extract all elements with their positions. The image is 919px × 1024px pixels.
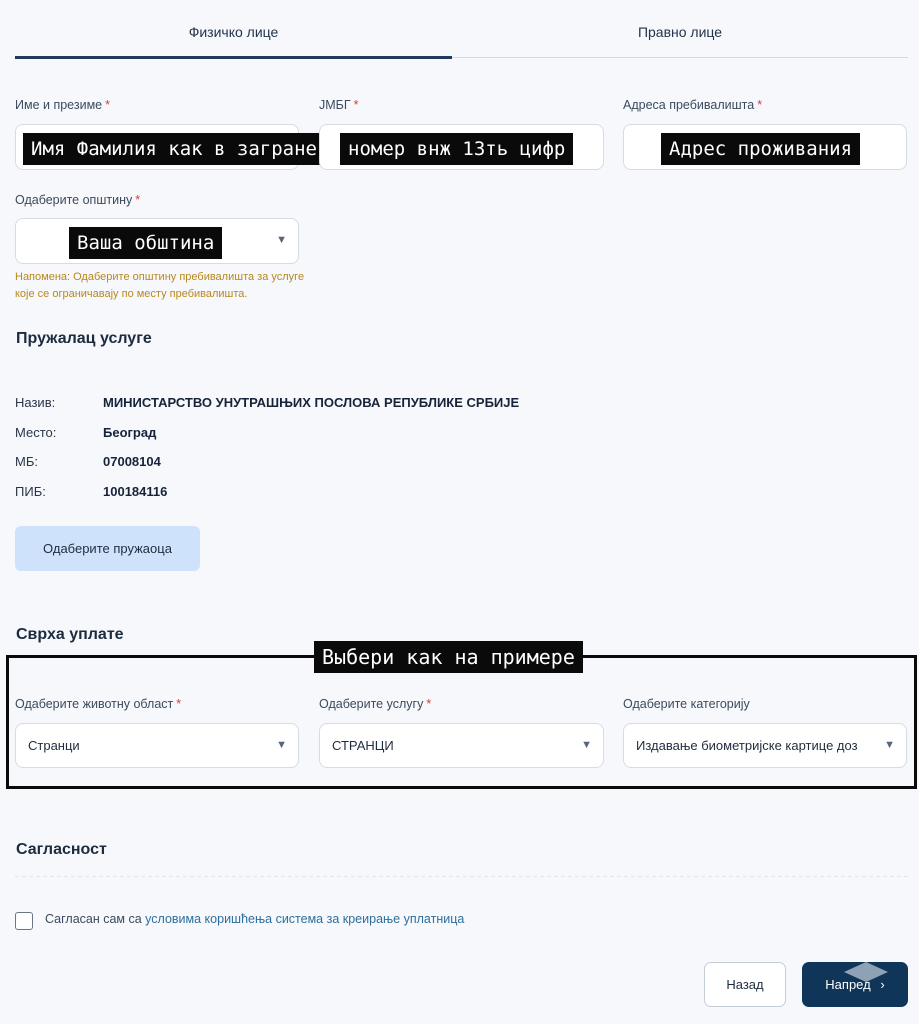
name-annotation: Имя Фамилия как в загране <box>23 133 325 165</box>
address-field[interactable] <box>623 124 907 170</box>
chevron-down-icon: ▼ <box>581 739 592 751</box>
consent-checkbox[interactable] <box>15 912 33 930</box>
provider-title: Пружалац услуге <box>16 330 152 347</box>
consent-title: Сагласност <box>16 841 107 858</box>
choose-provider-button[interactable]: Одаберите пружаоца <box>15 526 200 571</box>
provider-pib-key: ПИБ: <box>15 484 46 499</box>
address-annotation: Адрес проживания <box>661 133 860 165</box>
service-value: СТРАНЦИ <box>332 738 394 753</box>
category-select[interactable] <box>623 723 907 768</box>
service-label: Одаберите услугу * <box>319 697 432 711</box>
area-value: Странци <box>28 738 80 753</box>
area-label: Одаберите животну област * <box>15 697 182 711</box>
municipality-select[interactable] <box>15 218 299 264</box>
name-field[interactable] <box>15 124 317 170</box>
name-label: Име и презиме * <box>15 98 110 112</box>
provider-place-key: Место: <box>15 425 57 440</box>
municipality-label: Одаберите општину * <box>15 193 141 207</box>
municipality-note: Напомена: Одаберите општину пребивалишта за услуге које се ограничавају по месту пребивалишта. <box>15 271 305 300</box>
consent-divider <box>15 876 908 877</box>
chevron-down-icon: ▼ <box>276 739 287 751</box>
purpose-title: Сврха уплате <box>16 626 124 643</box>
active-tab-indicator <box>15 56 452 59</box>
cursor-marker-icon <box>844 962 888 972</box>
next-button-label: Напред <box>825 977 871 992</box>
tab-physical-person[interactable]: Физичко лице <box>188 24 279 40</box>
category-label: Одаберите категорију <box>623 697 750 711</box>
address-label: Адреса пребивалишта * <box>623 98 763 112</box>
category-value: Издавање биометријске картице доз <box>636 738 858 753</box>
back-button[interactable]: Назад <box>704 962 786 1007</box>
terms-link[interactable]: условима коришћења система за креирање уплатница <box>145 912 465 926</box>
provider-name-value: МИНИСТАРСТВО УНУТРАШЊИХ ПОСЛОВА РЕПУБЛИКЕ СРБИЈЕ <box>103 395 520 410</box>
jmbg-label: ЈМБГ * <box>319 98 359 112</box>
provider-name-key: Назив: <box>15 395 56 410</box>
tab-legal-entity[interactable]: Правно лице <box>637 24 723 40</box>
chevron-right-icon: › <box>880 977 885 992</box>
area-select[interactable] <box>15 723 299 768</box>
jmbg-field[interactable] <box>319 124 604 170</box>
provider-mb-key: МБ: <box>15 454 38 469</box>
chevron-down-icon: ▼ <box>884 739 895 751</box>
cursor-marker-icon-lower <box>844 972 888 982</box>
provider-mb-value: 07008104 <box>103 454 161 469</box>
service-select[interactable] <box>319 723 604 768</box>
chevron-down-icon: ▼ <box>276 234 287 246</box>
municipality-annotation: Ваша обштина <box>69 227 222 259</box>
jmbg-annotation: номер внж 13ть цифр <box>340 133 573 165</box>
provider-place-value: Београд <box>103 425 157 440</box>
provider-pib-value: 100184116 <box>103 484 168 499</box>
consent-text: Сагласан сам са условима коришћења система за креирање уплатница <box>45 912 465 926</box>
purpose-annotation: Выбери как на примере <box>314 641 583 673</box>
annotation-frame <box>6 655 917 789</box>
